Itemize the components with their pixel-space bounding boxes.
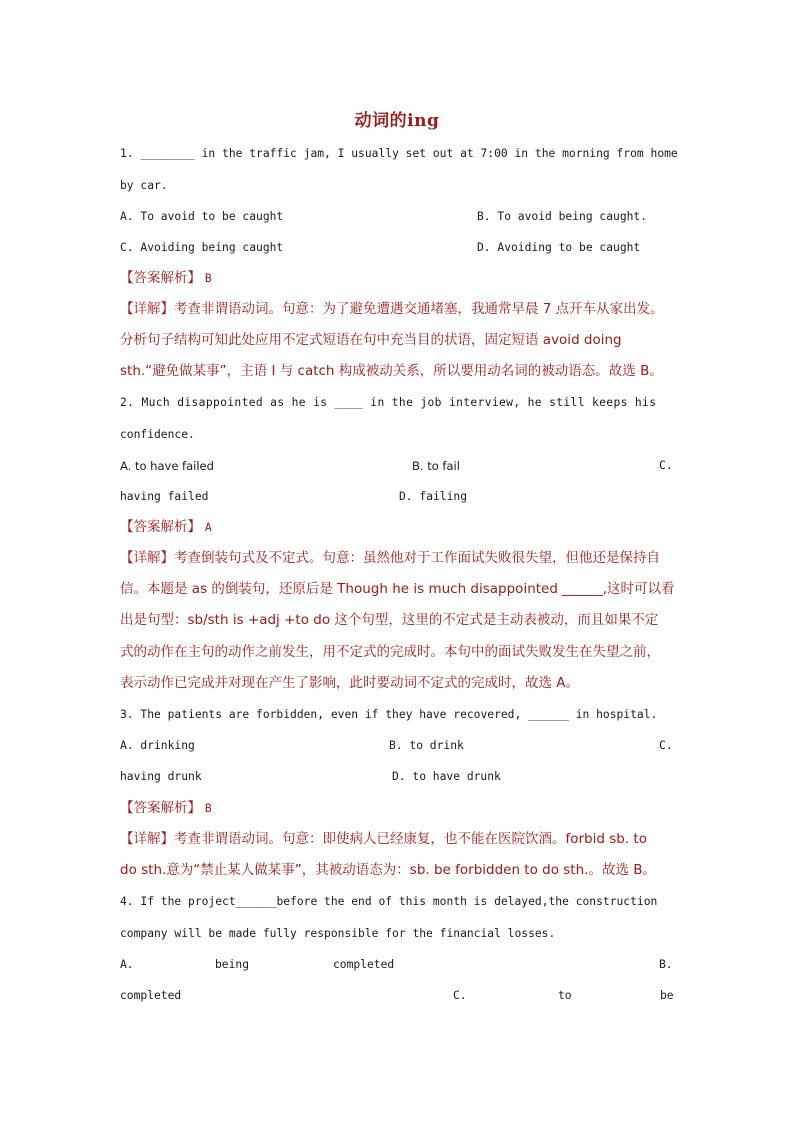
answer-blank: ____ [334, 396, 364, 409]
q2-detail-line-4: 式的动作在主句的动作之前发生，用不定式的完成时。本句中的面试失败发生在失望之前， [120, 644, 660, 660]
answer-blank: ______ [562, 581, 603, 597]
q2-detail-line-1: 【详解】考查倒装句式及不定式。句意：虽然他对于工作面试失败很失望，但他还是保持自 [120, 550, 660, 566]
q4-option-b-label: B. [659, 958, 673, 971]
answer-label: 【答案解析】 [120, 800, 201, 816]
question-1-stem: 1. ________ in the traffic jam, I usually set out at 7:00 in the morning from home [120, 147, 678, 160]
q4-option-c-word-1: to [558, 989, 572, 1002]
q1-option-b: B. To avoid being caught. [477, 210, 648, 223]
q1-option-a: A. To avoid to be caught [120, 210, 284, 223]
q4-option-a-word-1: being [215, 958, 250, 971]
answer-blank: ________ [140, 147, 195, 160]
question-2-stem: 2. Much disappointed as he is ____ in the job interview, he still keeps his [120, 396, 657, 409]
q3-detail-line-1: 【详解】考查非谓语动词。句意：即使病人已经康复，也不能在医院饮酒。forbid sb. to [120, 831, 647, 847]
q2-option-a: A. to have failed [120, 459, 214, 473]
answer-value: B [204, 272, 212, 285]
q3-option-a: A. drinking [120, 739, 195, 752]
q3-option-c-label: C. [659, 739, 673, 752]
q3-option-b: B. to drink [389, 739, 464, 752]
answer-value: A [204, 521, 212, 534]
page-title: 动词的ing [354, 111, 440, 131]
answer-blank: ______ [528, 708, 569, 721]
detail-label: 【详解】 [120, 301, 174, 317]
q2-detail-line-2: 信。本题是 as 的倒装句，还原后是 Though he is much disappointed ______,这时可以看 [120, 581, 675, 597]
q4-option-c-label: C. [453, 989, 467, 1002]
q2-answer [120, 518, 675, 537]
q4-option-c-word-2: be [660, 989, 674, 1002]
detail-label: 【详解】 [120, 550, 174, 566]
q2-detail-line-5: 表示动作已完成并对现在产生了影响，此时要动词不定式的完成时，故选 A。 [120, 675, 580, 691]
q4-option-b: completed [120, 989, 182, 1002]
q2-option-c-label: C. [659, 459, 673, 472]
answer-label: 【答案解析】 [120, 270, 201, 286]
q2-detail-line-3: 出是句型：sb/sth is +adj +to do 这个句型，这里的不定式是主动表被动，而且如果不定 [120, 612, 659, 628]
q4-option-a-word-2: completed [333, 958, 395, 971]
question-2-stem-cont: confidence. [120, 428, 195, 441]
q2-option-c: having failed [120, 490, 209, 503]
question-1-stem-cont: by car. [120, 179, 168, 192]
question-4-stem-cont: company will be made fully responsible for the financial losses. [120, 927, 556, 940]
answer-label: 【答案解析】 [120, 519, 201, 535]
q1-answer [120, 269, 675, 288]
q1-detail-line-1: 【详解】考查非谓语动词。句意：为了避免遭遇交通堵塞，我通常早晨 7 点开车从家出发。 [120, 301, 664, 317]
question-3-stem: 3. The patients are forbidden, even if they have recovered, ______ in hospital. [120, 708, 658, 721]
q3-option-d: D. to have drunk [392, 770, 501, 783]
q1-option-d: D. Avoiding to be caught [477, 241, 641, 254]
q4-option-a-label: A. [120, 958, 134, 971]
q1-detail-line-3: sth.“避免做某事”，主语 I 与 catch 构成被动关系，所以要用动名词的被动语态。故选 B。 [120, 363, 663, 379]
q2-option-b: B. to fail [412, 459, 460, 473]
question-4-stem: 4. If the project______before the end of this month is delayed,the construction [120, 895, 658, 908]
q3-answer [120, 799, 675, 818]
q2-option-d: D. failing [399, 490, 468, 503]
answer-value: B [204, 802, 212, 815]
q3-option-c: having drunk [120, 770, 202, 783]
detail-label: 【详解】 [120, 831, 174, 847]
q1-detail-line-2: 分析句子结构可知此处应用不定式短语在句中充当目的状语，固定短语 avoid doing [120, 332, 622, 348]
q3-detail-line-2: do sth.意为“禁止某人做某事”，其被动语态为：sb. be forbidden to do sth.。故选 B。 [120, 862, 656, 878]
answer-blank: ______ [235, 895, 277, 908]
q1-option-c: C. Avoiding being caught [120, 241, 284, 254]
